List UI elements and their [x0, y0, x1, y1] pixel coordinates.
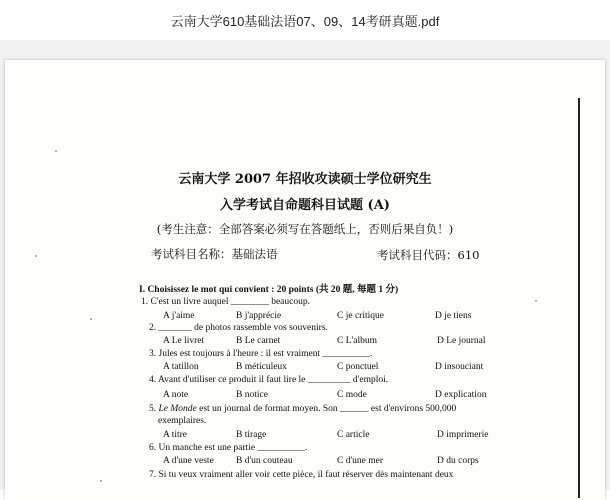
option-b: B j'apprécie: [236, 311, 282, 321]
exam-header-line2: 入学考试自命题科目试题 (A): [220, 198, 390, 213]
option-b: B méticuleux: [236, 362, 287, 372]
question-5-journal-title: Le Monde: [158, 404, 197, 414]
question-3: 3. Jules est toujours à l'heure : il est vraiment __________.: [149, 349, 373, 359]
option-d: D Le journal: [437, 336, 486, 346]
question-5-number: 5.: [149, 404, 159, 414]
scan-speck: [100, 480, 102, 482]
option-b: B tirage: [236, 430, 267, 440]
option-c: C d'une mer: [337, 456, 384, 466]
document-title-bar: [0, 0, 610, 40]
option-c: C je critique: [337, 311, 384, 321]
question-5: [149, 404, 456, 415]
option-a: A d'une veste: [163, 456, 214, 466]
question-4: 4. Avant d'utiliser ce produit il faut lire le _________ d'emploi.: [149, 375, 389, 385]
option-a: A tatillon: [163, 362, 199, 372]
scan-speck: [55, 150, 57, 152]
option-c: C ponctuel: [337, 362, 379, 372]
option-c: C L'album: [337, 336, 377, 346]
option-c: C mode: [337, 390, 367, 400]
exam-notice: (考生注意：全部答案必须写在答题纸上，否则后果自负！): [156, 222, 454, 236]
option-d: D imprimerie: [437, 430, 489, 440]
pdf-viewer[interactable]: [0, 40, 610, 490]
option-d: D explication: [435, 390, 487, 400]
option-b: B Le carnet: [236, 336, 281, 346]
question-1: 1. C'est un livre auquel ________ beaucoup.: [141, 297, 310, 307]
scan-speck: [35, 255, 37, 257]
subject-name: 考试科目名称：基础法语: [151, 247, 278, 261]
option-a: A Le livret: [163, 336, 205, 346]
section-title: I. Choisissez le mot qui convient : 20 points (共 20 题, 每题 1 分): [139, 285, 399, 295]
question-5-rest: est un journal de format moyen. Son ______ est d'environs 500,000: [196, 404, 457, 414]
option-b: B d'un couteau: [236, 456, 293, 466]
document-title: 云南大学610基础法语07、09、14考研真题.pdf: [170, 13, 440, 29]
option-b: B notice: [236, 390, 268, 400]
question-7: 7. Si tu veux vraiment aller voir cette pièce, il faut réserver dès maintenant deux: [149, 470, 454, 480]
question-5-continuation: exemplaires.: [158, 416, 207, 426]
scan-speck: [90, 318, 92, 320]
question-2: 2. _______ de photos rassemble vos souvenirs.: [149, 323, 328, 333]
option-d: D je tiens: [435, 311, 472, 321]
scan-edge-line: [578, 98, 580, 498]
option-d: D insouciant: [435, 362, 484, 372]
option-d: D du corps: [437, 456, 479, 466]
subject-code: 考试科目代码：610: [377, 248, 480, 262]
option-c: C article: [337, 430, 370, 440]
scan-speck: [535, 300, 537, 302]
question-6: 6. Un manche est une partie __________.: [149, 443, 308, 453]
option-a: A titre: [163, 430, 188, 440]
pdf-page: [5, 60, 605, 500]
option-a: A note: [163, 390, 189, 400]
option-a: A j'aime: [163, 311, 195, 321]
exam-header-line1: 云南大学 2007 年招收攻读硕士学位研究生: [178, 172, 432, 187]
